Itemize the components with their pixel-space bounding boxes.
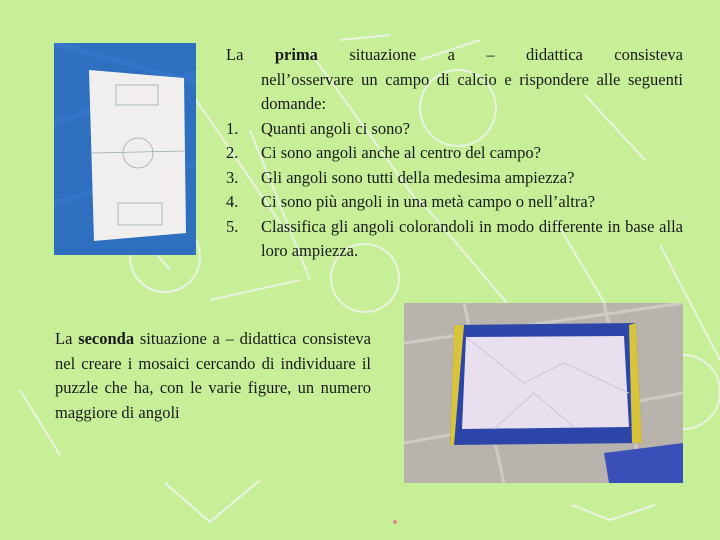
para2-rest: situazione a – didattica consisteva nel creare i mosaici cercando di individuare il puzzle che ha, con le varie figure, un numero maggiore di angoli — [55, 329, 372, 422]
first-situation-intro-cont: nell’osservare un campo di calcio e rispondere alle seguenti domande: — [261, 69, 683, 113]
list-item — [226, 190, 683, 215]
list-item — [226, 117, 683, 142]
first-situation-paragraph — [226, 43, 683, 264]
list-item — [226, 215, 683, 264]
para2-lead: La — [55, 329, 73, 348]
list-text: Ci sono angoli anche al centro del campo? — [261, 143, 541, 162]
list-number: 5. — [226, 216, 239, 236]
first-situation-intro — [226, 43, 683, 68]
intro-lead: La — [226, 45, 244, 64]
list-number: 1. — [226, 118, 239, 138]
list-text: Classifica gli angoli colorandoli in modo differente in base alla loro ampiezza. — [261, 216, 683, 260]
para2-bold: seconda — [78, 329, 135, 348]
intro-rest: situazione a – didattica consisteva — [349, 45, 684, 64]
list-number: 2. — [226, 143, 239, 162]
list-item — [226, 166, 683, 191]
list-number: 4. — [226, 192, 239, 211]
list-item — [226, 141, 683, 166]
list-text: Quanti angoli ci sono? — [261, 118, 410, 138]
list-text: Gli angoli sono tutti della medesima ampiezza? — [261, 167, 575, 187]
list-number: 3. — [226, 167, 239, 187]
second-situation-paragraph — [55, 327, 371, 425]
intro-bold: prima — [274, 45, 318, 64]
question-list — [226, 117, 683, 264]
list-text: Ci sono più angoli in una metà campo o nell’altra? — [261, 192, 596, 211]
mosaic-puzzle-photo — [404, 303, 683, 483]
football-field-photo — [54, 43, 196, 255]
